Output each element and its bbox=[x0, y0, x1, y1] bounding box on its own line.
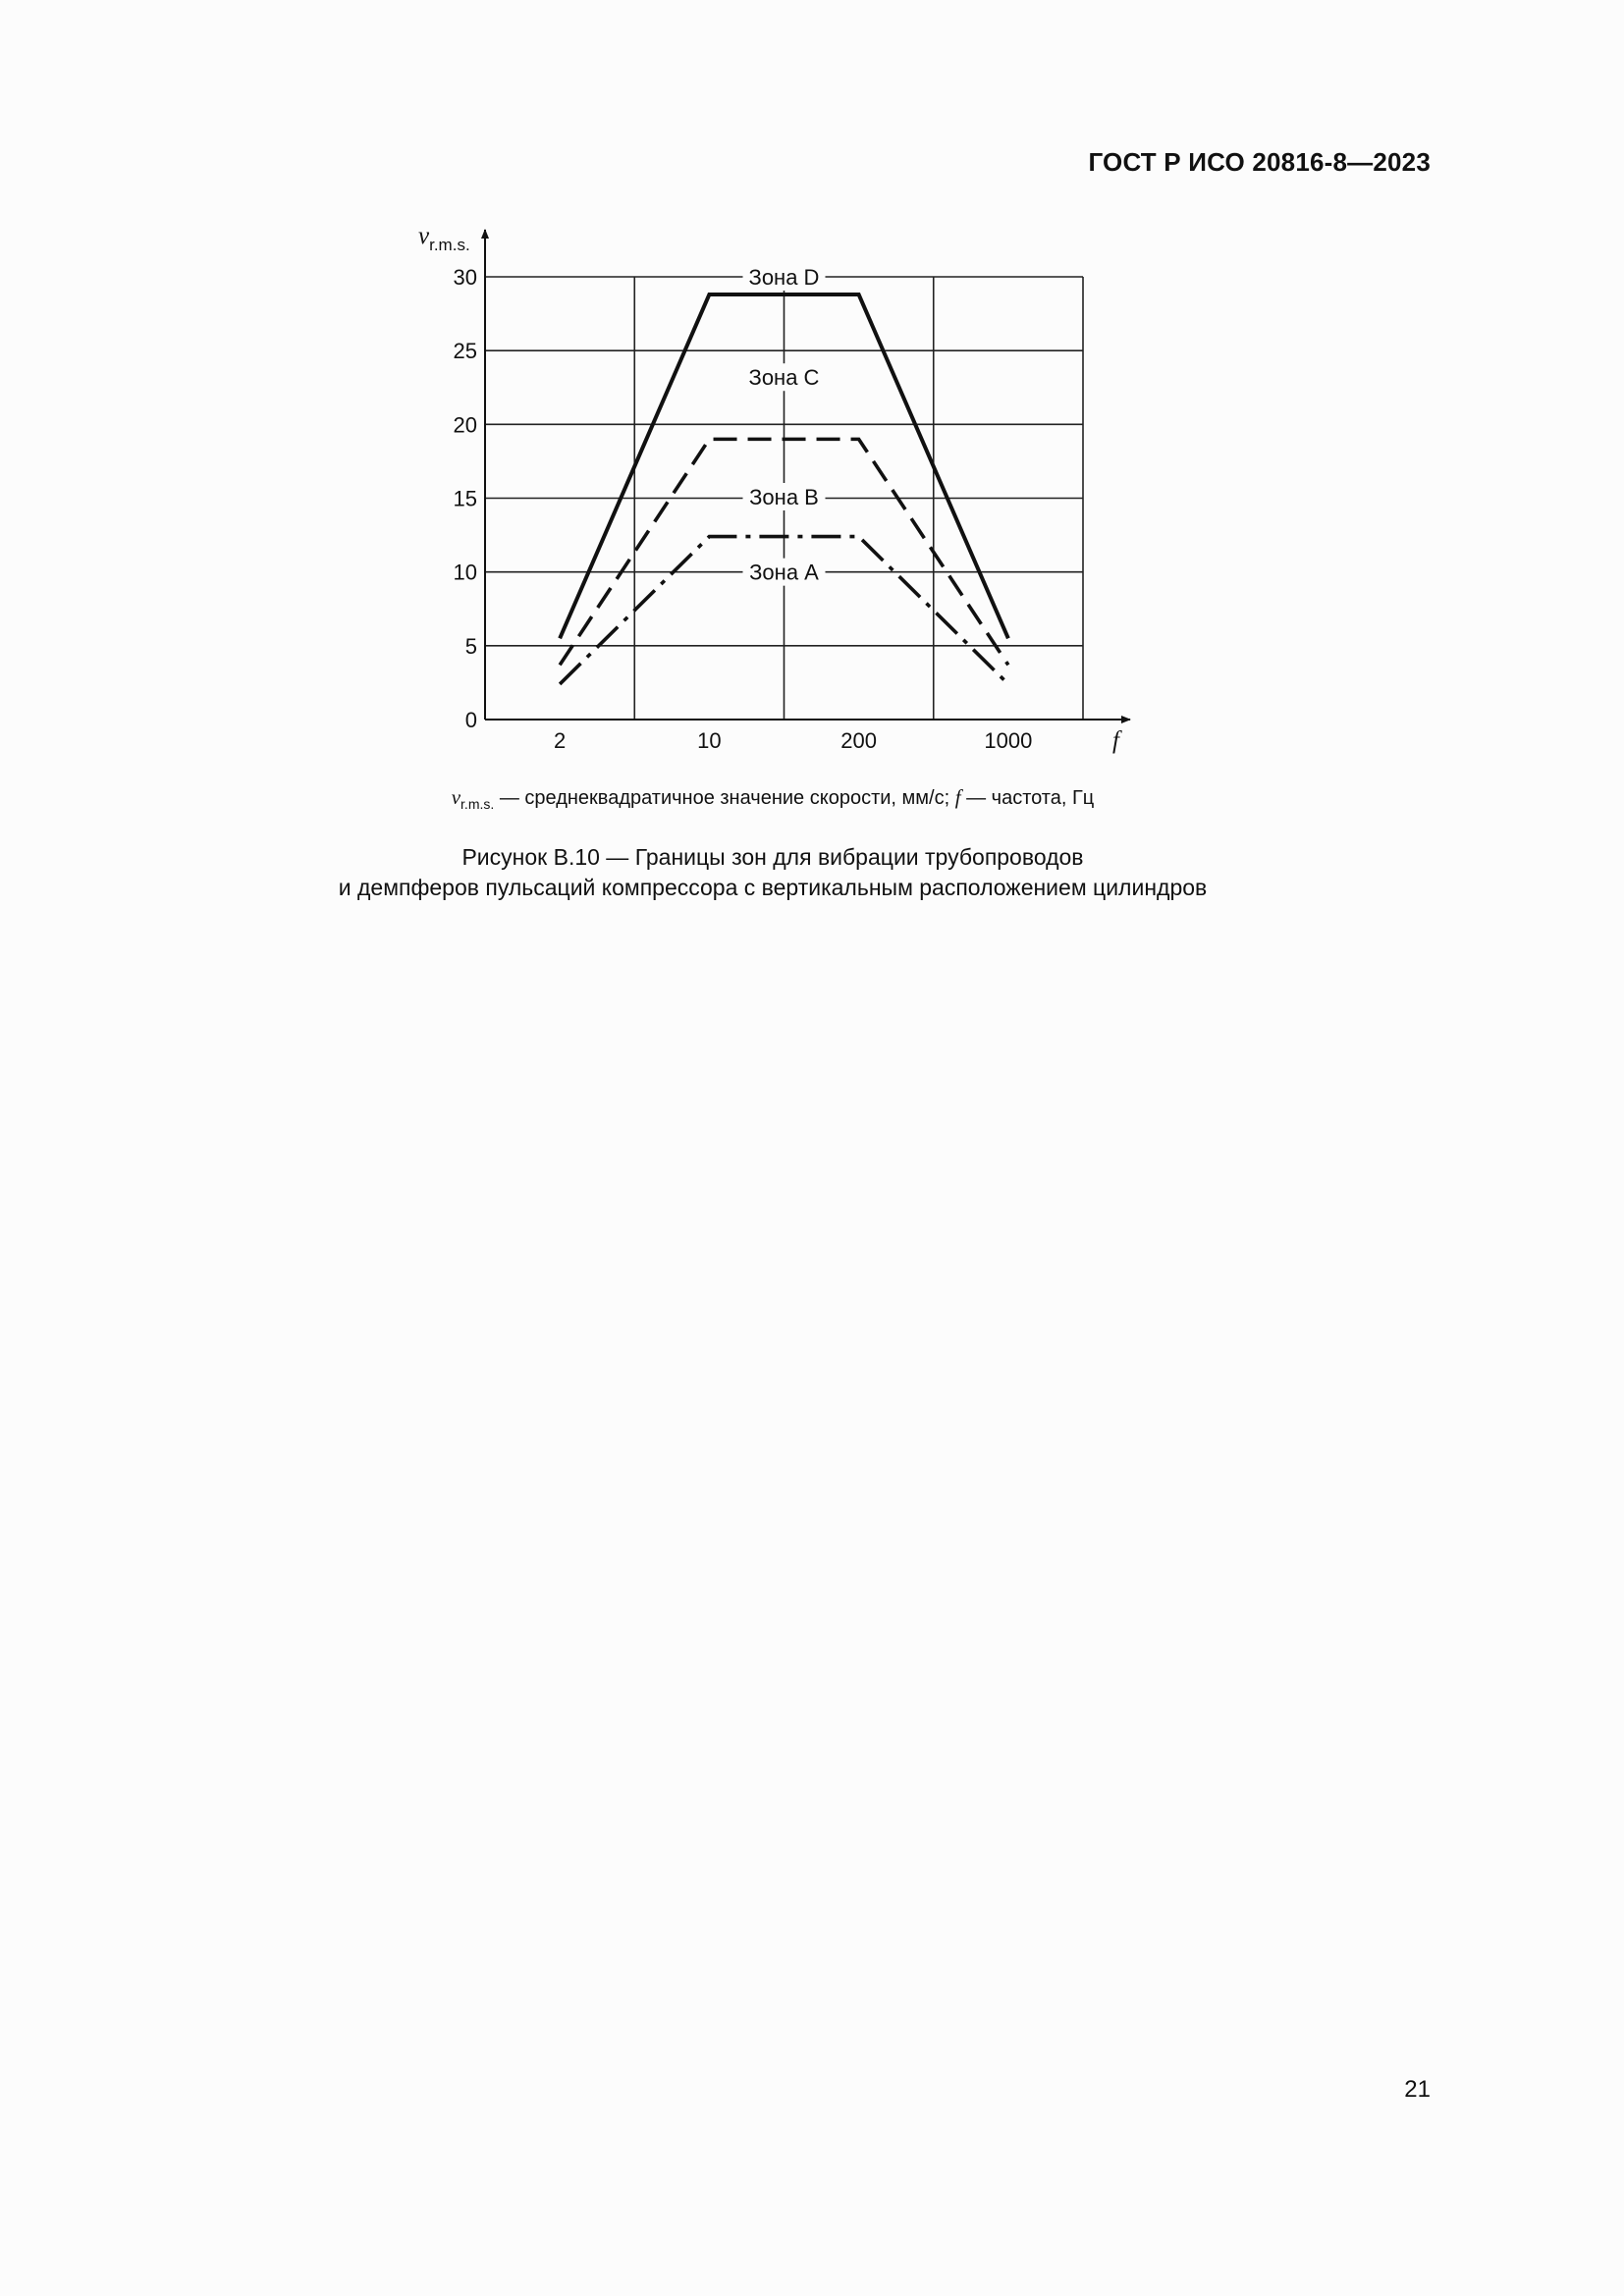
y-axis-label: $v_{r.m.s.}$ bbox=[418, 223, 470, 254]
x-tick-label: 1000 bbox=[984, 728, 1033, 753]
x-tick-label: 2 bbox=[554, 728, 567, 753]
caption-line-1: Рисунок В.10 — Границы зон для вибрации трубопроводов bbox=[461, 844, 1084, 870]
y-tick-label: 10 bbox=[453, 560, 477, 585]
legend-f-text: — частота, Гц bbox=[960, 787, 1095, 809]
zone-label: Зона D bbox=[748, 265, 820, 290]
page-number: 21 bbox=[1404, 2076, 1431, 2103]
figure-caption bbox=[0, 842, 1545, 903]
document-standard-header: ГОСТ Р ИСО 20816-8—2023 bbox=[1088, 147, 1431, 177]
zone-label: Зона А bbox=[749, 560, 819, 585]
y-tick-label: 25 bbox=[453, 339, 477, 364]
legend-f-symbol: f bbox=[954, 785, 961, 809]
x-axis-label: f bbox=[1112, 727, 1119, 754]
zone-label: Зона В bbox=[749, 484, 819, 509]
x-tick-label: 200 bbox=[840, 728, 877, 753]
caption-line-2: и демпферов пульсаций компрессора с вертикальным расположением цилиндров bbox=[338, 875, 1208, 900]
zone-label: Зона С bbox=[748, 365, 820, 391]
legend-v-text: — среднеквадратичное значение скорости, мм/с; bbox=[494, 787, 955, 809]
y-tick-label: 0 bbox=[464, 708, 477, 732]
zone-chart bbox=[0, 0, 1624, 766]
figure-legend bbox=[0, 785, 1545, 812]
legend-v-symbol: v bbox=[451, 785, 461, 809]
y-tick-label: 15 bbox=[453, 486, 477, 511]
x-tick-label: 10 bbox=[697, 728, 722, 753]
y-tick-label: 20 bbox=[453, 412, 477, 438]
y-tick-label: 5 bbox=[464, 633, 477, 659]
legend-v-subscript: r.m.s. bbox=[460, 796, 495, 812]
y-tick-label: 30 bbox=[453, 265, 477, 290]
